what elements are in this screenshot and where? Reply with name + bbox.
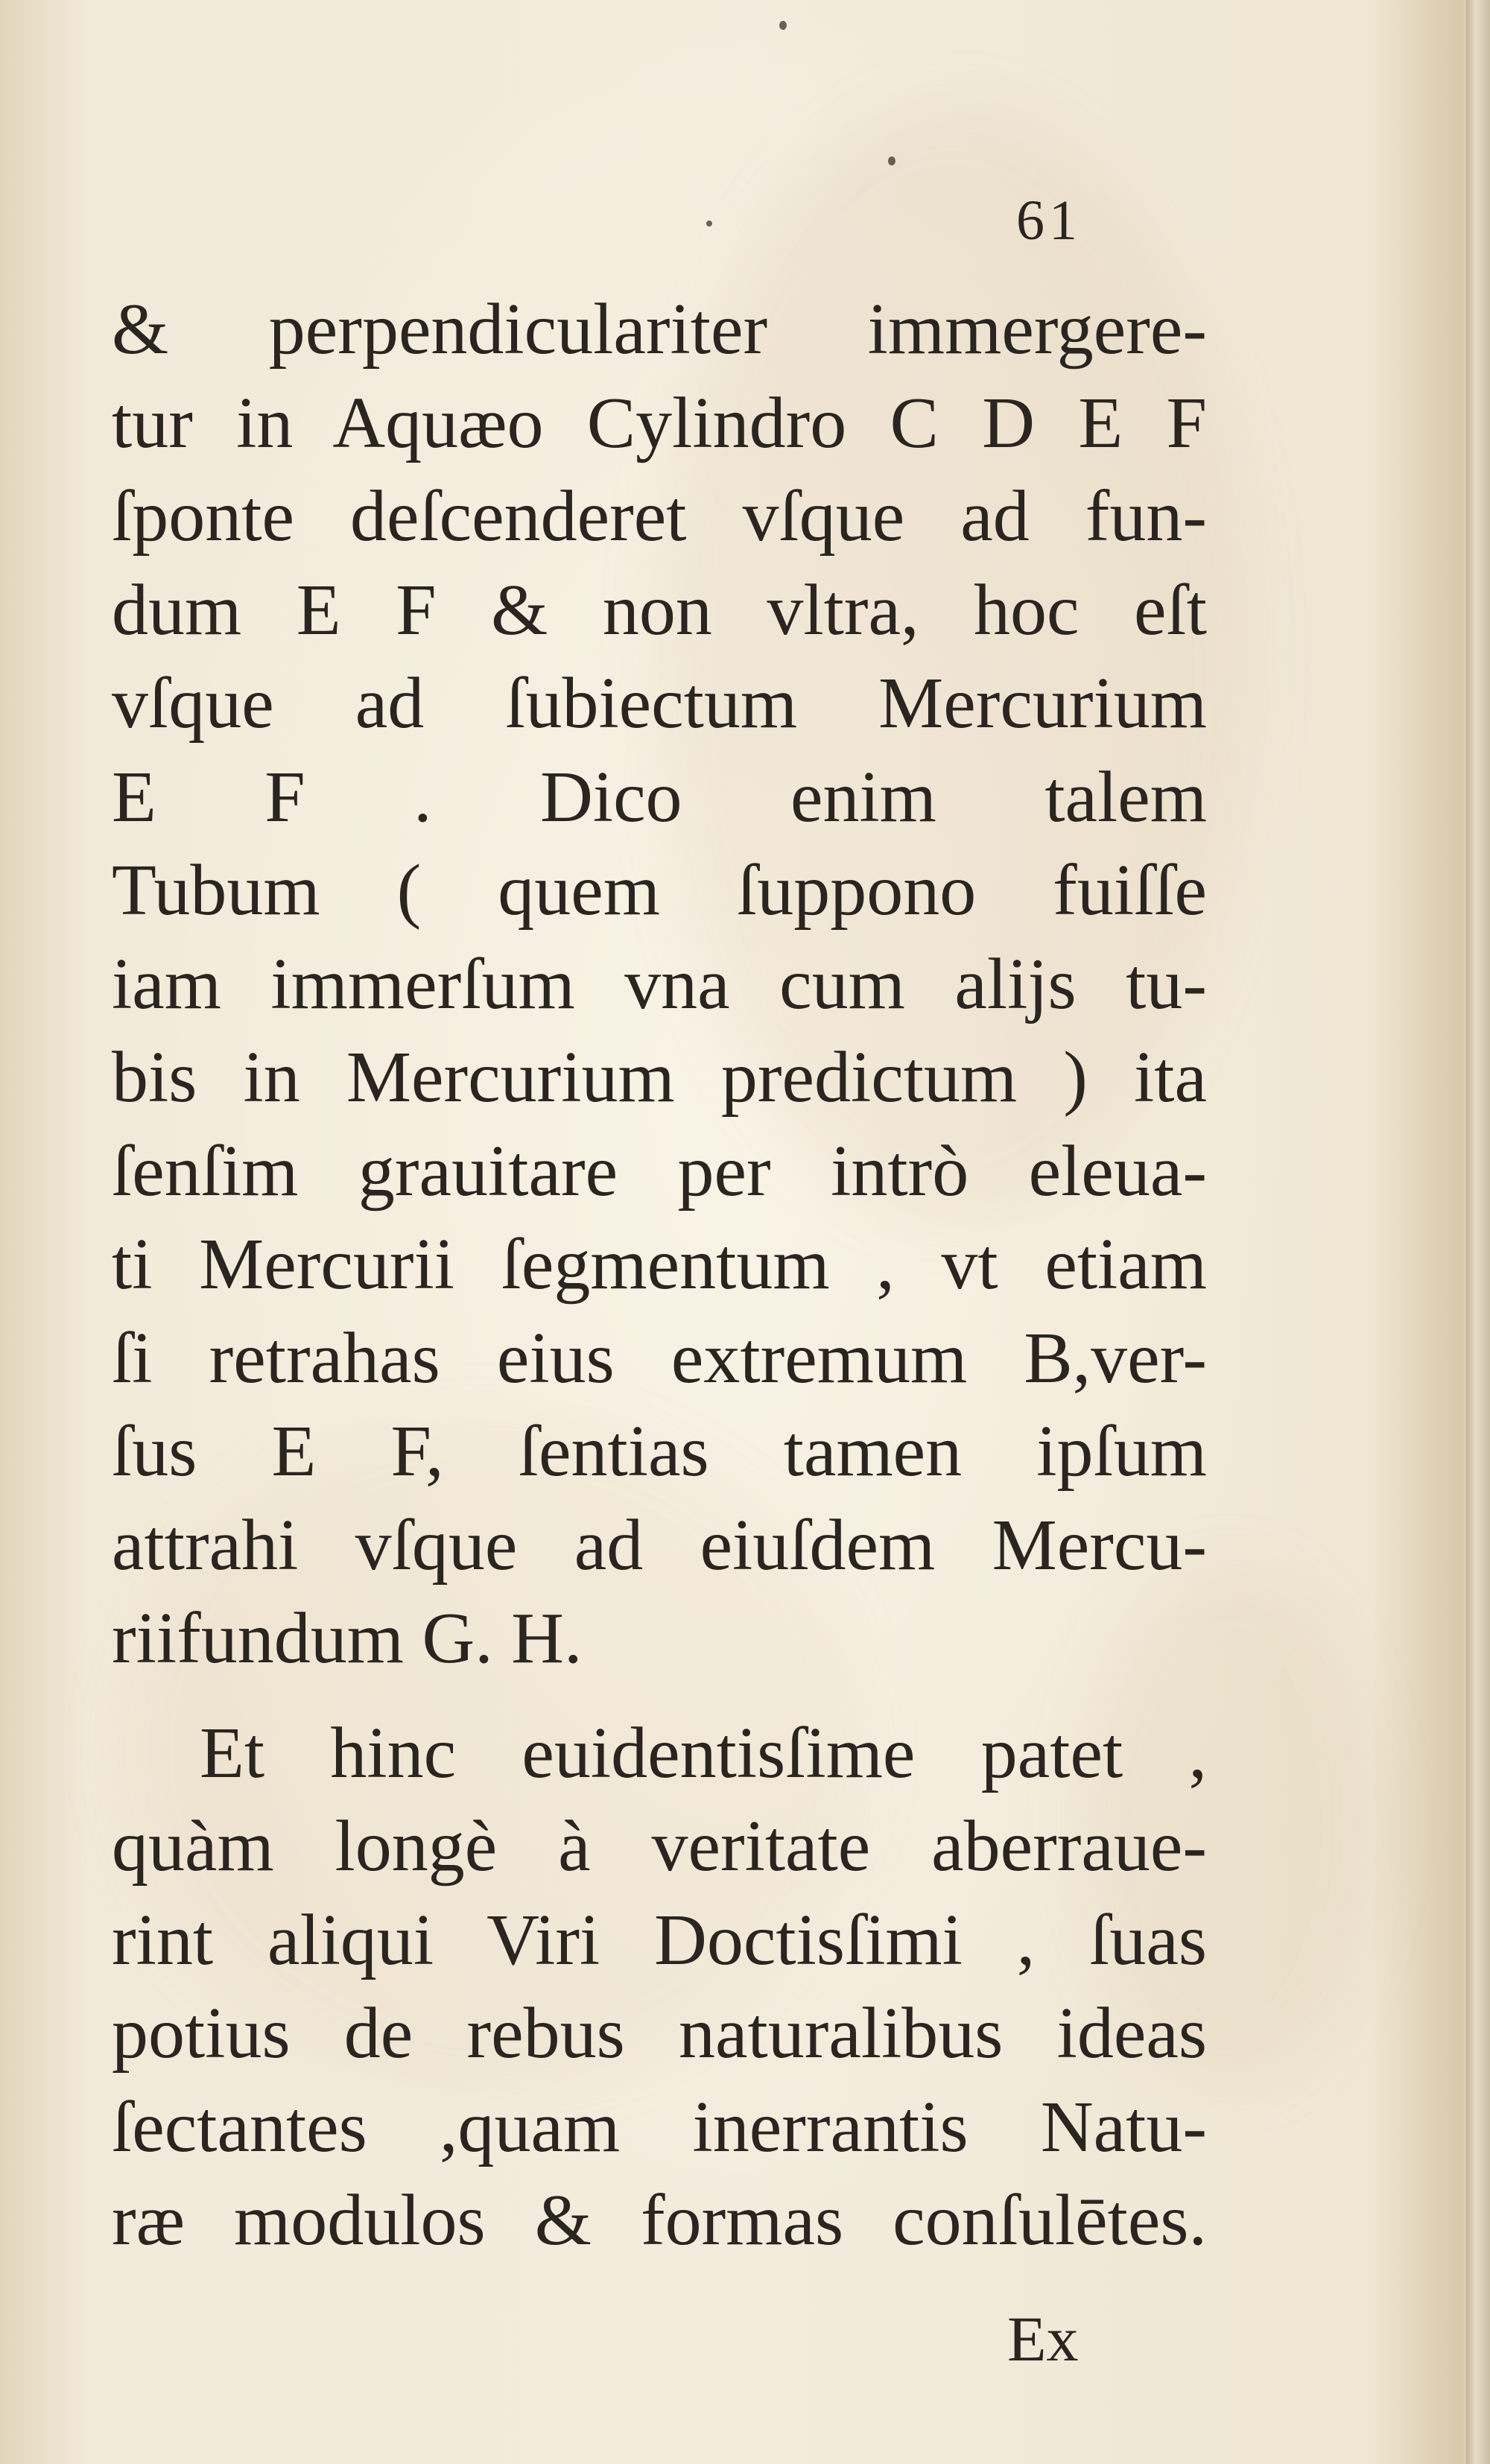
text-line: Et hinc euidentisſime patet , <box>200 1712 1207 1793</box>
text-line: potius de rebus naturalibus ideas <box>112 1993 1207 2074</box>
page-number: 61 <box>1016 189 1082 252</box>
body-text <box>112 283 1207 2268</box>
text-line: E F . Dico enim talem <box>112 756 1207 837</box>
text-line: Tubum ( quem ſuppono fuiſſe <box>112 850 1207 931</box>
text-line: bis in Mercurium predictum ) ita <box>112 1037 1207 1118</box>
text-line: attrahi vſque ad eiuſdem Mercu- <box>112 1504 1207 1586</box>
text-line: ſi retrahas eius extremum B,ver- <box>112 1317 1207 1399</box>
paragraph-break <box>112 1686 1207 1707</box>
catchword: Ex <box>1007 2303 1079 2375</box>
text-line: dum E F & non vltra, hoc eſt <box>112 569 1207 650</box>
ink-speck <box>779 21 787 30</box>
page-edge <box>1466 0 1490 2464</box>
text-line: vſque ad ſubiectum Mercurium <box>112 663 1207 744</box>
text-line: ſponte deſcenderet vſque ad fun- <box>112 476 1207 557</box>
text-line: ſenſim grauitare per intrò eleua- <box>112 1130 1207 1212</box>
text-line: ſus E F, ſentias tamen ipſum <box>112 1411 1207 1492</box>
ink-speck <box>888 156 895 165</box>
text-line: ræ modulos & formas conſulētes. <box>112 2180 1207 2261</box>
text-line: tur in Aquæo Cylindro C D E F <box>112 382 1207 463</box>
text-line: rint aliqui Viri Doctisſimi , ſuas <box>112 1899 1207 1980</box>
text-line: iam immerſum vna cum alijs tu- <box>112 943 1207 1024</box>
text-line: quàm longè à veritate aberraue- <box>112 1806 1207 1887</box>
text-line: ti Mercurii ſegmentum , vt etiam <box>112 1224 1207 1305</box>
text-line: & perpendiculariter immergere- <box>112 289 1207 370</box>
text-line: riifundum G. H. <box>112 1598 583 1679</box>
text-line: ſectantes ,quam inerrantis Natu- <box>112 2086 1207 2167</box>
ink-speck <box>706 221 712 227</box>
